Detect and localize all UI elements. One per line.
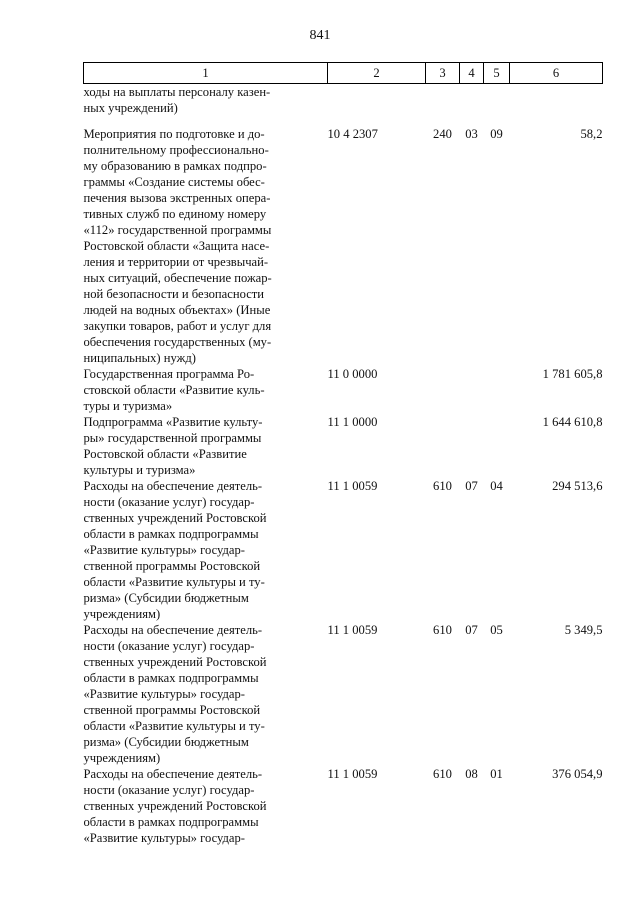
row-subsection: 09 bbox=[490, 127, 503, 141]
row-description bbox=[84, 414, 328, 478]
page-number: 841 bbox=[309, 28, 331, 43]
row-code: 11 1 0059 bbox=[327, 623, 378, 637]
description-line: печения вызова экстренных опера- bbox=[83, 191, 271, 205]
column-header: 6 bbox=[510, 63, 603, 84]
description-line: ных учреждений) bbox=[83, 101, 178, 115]
row-section bbox=[460, 84, 484, 127]
description-line: Расходы на обеспечение деятель- bbox=[83, 623, 263, 637]
row-expense-type: 610 bbox=[433, 767, 452, 781]
table-row bbox=[84, 414, 603, 478]
description-line: ризма» (Субсидии бюджетным bbox=[83, 591, 249, 605]
description-line: ности (оказание услуг) государ- bbox=[83, 495, 255, 509]
description-line: людей на водных объектах» (Иные bbox=[83, 303, 271, 317]
row-subsection: 04 bbox=[490, 479, 503, 493]
row-section: 08 bbox=[465, 767, 478, 781]
row-expense-type bbox=[426, 84, 460, 127]
row-section bbox=[460, 366, 484, 414]
row-description bbox=[84, 126, 328, 366]
row-subsection: 01 bbox=[490, 767, 503, 781]
description-line: ниципальных) нужд) bbox=[83, 351, 196, 365]
row-expense-type: 610 bbox=[433, 479, 452, 493]
row-code: 11 1 0000 bbox=[327, 415, 378, 429]
row-subsection: 05 bbox=[490, 623, 503, 637]
row-expense-type: 610 bbox=[433, 623, 452, 637]
row-description bbox=[84, 622, 328, 766]
description-line: ности (оказание услуг) государ- bbox=[83, 639, 255, 653]
budget-table bbox=[83, 62, 603, 846]
description-line: «Развитие культуры» государ- bbox=[83, 543, 245, 557]
row-code: 11 0 0000 bbox=[327, 367, 378, 381]
row-subsection bbox=[484, 84, 510, 127]
table-row bbox=[84, 84, 603, 127]
description-line: ления и территории от чрезвычай- bbox=[83, 255, 269, 269]
description-line: «Развитие культуры» государ- bbox=[83, 831, 245, 845]
row-code: 11 1 0059 bbox=[327, 479, 378, 493]
row-expense-type: 240 bbox=[433, 127, 452, 141]
row-description bbox=[84, 84, 328, 127]
row-section: 07 bbox=[465, 623, 478, 637]
table-row bbox=[84, 766, 603, 846]
description-line: Расходы на обеспечение деятель- bbox=[83, 767, 263, 781]
column-header: 4 bbox=[460, 63, 484, 84]
row-description bbox=[84, 478, 328, 622]
description-line: области в рамках подпрограммы bbox=[83, 527, 259, 541]
description-line: обеспечения государственных (му- bbox=[83, 335, 272, 349]
description-line: области в рамках подпрограммы bbox=[83, 671, 259, 685]
column-header: 2 bbox=[328, 63, 426, 84]
row-sum: 1 644 610,8 bbox=[542, 415, 603, 429]
column-header: 3 bbox=[426, 63, 460, 84]
description-line: ры» государственной программы bbox=[83, 431, 262, 445]
description-line: ризма» (Субсидии бюджетным bbox=[83, 735, 249, 749]
description-line: ных ситуаций, обеспечение пожар- bbox=[83, 271, 272, 285]
row-expense-type bbox=[426, 366, 460, 414]
table-body bbox=[84, 84, 603, 847]
description-line: ственной программы Ростовской bbox=[83, 559, 261, 573]
table-row bbox=[84, 478, 603, 622]
description-line: ности (оказание услуг) государ- bbox=[83, 783, 255, 797]
row-sum: 58,2 bbox=[580, 127, 603, 141]
row-description bbox=[84, 766, 328, 846]
row-section: 03 bbox=[465, 127, 478, 141]
description-line: Мероприятия по подготовке и до- bbox=[83, 127, 265, 141]
description-line: Расходы на обеспечение деятель- bbox=[83, 479, 263, 493]
description-line: закупки товаров, работ и услуг для bbox=[83, 319, 272, 333]
row-description bbox=[84, 366, 328, 414]
description-line: Подпрограмма «Развитие культу- bbox=[83, 415, 263, 429]
description-line: тивных служб по единому номеру bbox=[83, 207, 267, 221]
description-line: «Развитие культуры» государ- bbox=[83, 687, 245, 701]
row-subsection bbox=[484, 366, 510, 414]
description-line: ственной программы Ростовской bbox=[83, 703, 261, 717]
description-line: области «Развитие культуры и ту- bbox=[83, 719, 265, 733]
description-line: граммы «Создание системы обес- bbox=[83, 175, 265, 189]
table-row bbox=[84, 622, 603, 766]
description-line: полнительному профессионально- bbox=[83, 143, 269, 157]
description-line: Ростовской области «Защита насе- bbox=[83, 239, 270, 253]
description-line: стовской области «Развитие куль- bbox=[83, 383, 265, 397]
row-section: 07 bbox=[465, 479, 478, 493]
row-code: 10 4 2307 bbox=[327, 127, 378, 141]
row-sum: 5 349,5 bbox=[564, 623, 603, 637]
row-expense-type bbox=[426, 414, 460, 478]
description-line: области «Развитие культуры и ту- bbox=[83, 575, 265, 589]
description-line: области в рамках подпрограммы bbox=[83, 815, 259, 829]
description-line: ходы на выплаты персоналу казен- bbox=[83, 85, 271, 99]
description-line: учреждениям) bbox=[83, 751, 161, 765]
row-sum: 294 513,6 bbox=[552, 479, 603, 493]
row-sum: 1 781 605,8 bbox=[542, 367, 603, 381]
description-line: ственных учреждений Ростовской bbox=[83, 799, 267, 813]
description-line: «112» государственной программы bbox=[83, 223, 272, 237]
table-row bbox=[84, 366, 603, 414]
description-line: туры и туризма» bbox=[83, 399, 173, 413]
description-line: ственных учреждений Ростовской bbox=[83, 511, 267, 525]
description-line: ной безопасности и безопасности bbox=[83, 287, 265, 301]
description-line: учреждениям) bbox=[83, 607, 161, 621]
description-line: му образованию в рамках подпро- bbox=[83, 159, 267, 173]
description-line: культуры и туризма» bbox=[83, 463, 196, 477]
description-line: Государственная программа Ро- bbox=[83, 367, 255, 381]
table-row bbox=[84, 126, 603, 366]
row-section bbox=[460, 414, 484, 478]
column-header: 1 bbox=[84, 63, 328, 84]
row-code: 11 1 0059 bbox=[327, 767, 378, 781]
row-sum bbox=[510, 84, 603, 127]
column-header: 5 bbox=[484, 63, 510, 84]
description-line: Ростовской области «Развитие bbox=[83, 447, 247, 461]
row-code bbox=[328, 84, 426, 127]
row-subsection bbox=[484, 414, 510, 478]
header-row bbox=[84, 63, 603, 84]
description-line: ственных учреждений Ростовской bbox=[83, 655, 267, 669]
row-sum: 376 054,9 bbox=[552, 767, 603, 781]
